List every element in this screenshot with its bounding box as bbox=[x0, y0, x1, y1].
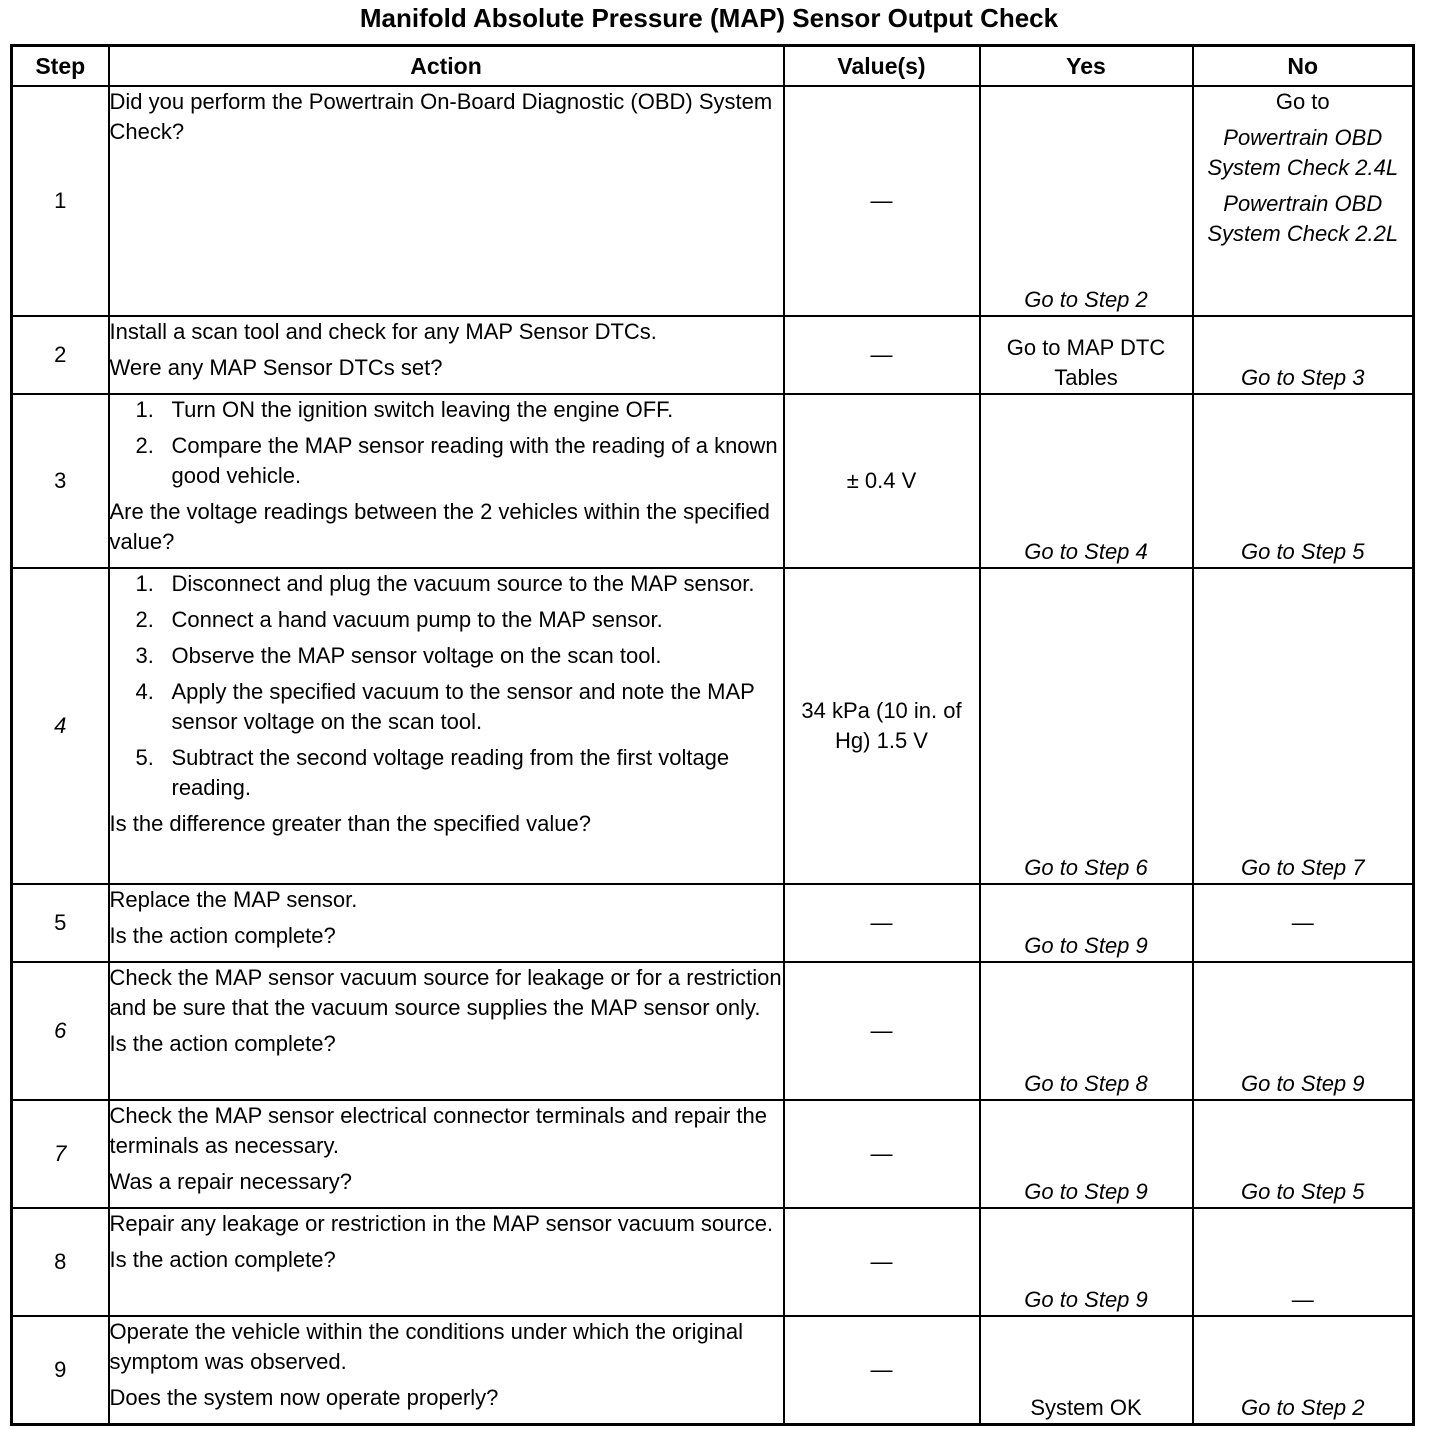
list-number: 2. bbox=[135, 607, 154, 632]
list-text: Disconnect and plug the vacuum source to the MAP sensor. bbox=[171, 571, 755, 596]
no-link[interactable]: Go to Step 3 bbox=[1240, 365, 1365, 390]
step-number: 4 bbox=[12, 568, 109, 884]
yes-link[interactable]: Go to Step 9 bbox=[1024, 933, 1148, 958]
value-cell: 34 kPa (10 in. of Hg) 1.5 V bbox=[784, 568, 980, 884]
action-text: Check the MAP sensor vacuum source for leakage or for a restriction and be sure that the vacuum source supplies the MAP sensor only. bbox=[109, 965, 782, 1020]
list-item bbox=[110, 677, 783, 737]
list-item bbox=[110, 605, 783, 635]
action-cell bbox=[109, 394, 784, 568]
step-number: 7 bbox=[12, 1100, 109, 1208]
action-cell bbox=[109, 884, 784, 962]
yes-result: System OK bbox=[1030, 1394, 1142, 1420]
value-cell: — bbox=[784, 884, 980, 962]
list-item bbox=[110, 431, 783, 491]
action-question: Are the voltage readings between the 2 vehicles within the specified value? bbox=[109, 499, 770, 554]
action-question: Was a repair necessary? bbox=[109, 1169, 353, 1194]
value-cell: — bbox=[784, 86, 980, 316]
no-link[interactable]: Go to Step 5 bbox=[1240, 539, 1365, 564]
header-row bbox=[12, 46, 1414, 87]
no-link[interactable]: Go to Step 7 bbox=[1240, 855, 1365, 880]
header-action: Action bbox=[109, 46, 784, 87]
table-row bbox=[12, 316, 1414, 394]
action-text: Check the MAP sensor electrical connector terminals and repair the terminals as necessary. bbox=[109, 1103, 767, 1158]
diagnostic-table bbox=[10, 44, 1415, 1426]
action-cell bbox=[109, 568, 784, 884]
list-text: Connect a hand vacuum pump to the MAP sensor. bbox=[171, 607, 663, 632]
no-cell: — bbox=[1193, 1208, 1414, 1316]
yes-cell bbox=[980, 962, 1193, 1100]
action-text: Replace the MAP sensor. bbox=[109, 887, 358, 912]
no-intro: Go to bbox=[1275, 89, 1330, 114]
table-row bbox=[12, 394, 1414, 568]
step-number: 8 bbox=[12, 1208, 109, 1316]
action-cell bbox=[109, 1100, 784, 1208]
action-text: Operate the vehicle within the conditions under which the original symptom was observed. bbox=[109, 1319, 743, 1374]
no-cell bbox=[1193, 1100, 1414, 1208]
value-cell: — bbox=[784, 316, 980, 394]
yes-link[interactable]: Go to Step 6 bbox=[1024, 855, 1148, 880]
no-link[interactable]: Go to Step 9 bbox=[1240, 1071, 1365, 1096]
list-number: 3. bbox=[135, 643, 154, 668]
list-text: Observe the MAP sensor voltage on the scan tool. bbox=[171, 643, 662, 668]
list-text: Turn ON the ignition switch leaving the engine OFF. bbox=[171, 397, 674, 422]
action-question: Is the action complete? bbox=[109, 923, 336, 948]
no-cell bbox=[1193, 316, 1414, 394]
value-cell: — bbox=[784, 1208, 980, 1316]
table-row bbox=[12, 568, 1414, 884]
step-number: 5 bbox=[12, 884, 109, 962]
list-number: 1. bbox=[135, 397, 154, 422]
list-item bbox=[110, 569, 783, 599]
action-question: Were any MAP Sensor DTCs set? bbox=[109, 355, 443, 380]
yes-cell bbox=[980, 316, 1193, 394]
table-row bbox=[12, 1100, 1414, 1208]
yes-cell bbox=[980, 394, 1193, 568]
no-link[interactable]: Go to Step 5 bbox=[1240, 1179, 1365, 1204]
step-number: 1 bbox=[12, 86, 109, 316]
no-cell: — bbox=[1193, 884, 1414, 962]
action-text: Repair any leakage or restriction in the MAP sensor vacuum source. bbox=[109, 1211, 774, 1236]
no-cell bbox=[1193, 394, 1414, 568]
table-row bbox=[12, 1316, 1414, 1424]
list-number: 2. bbox=[135, 433, 154, 458]
no-cell bbox=[1193, 1316, 1414, 1424]
header-values: Value(s) bbox=[784, 46, 980, 87]
yes-link[interactable]: Go to Step 4 bbox=[1024, 539, 1148, 564]
action-cell bbox=[109, 316, 784, 394]
table-row bbox=[12, 1208, 1414, 1316]
no-link-2-4l[interactable]: Powertrain OBD System Check 2.4L bbox=[1207, 125, 1399, 180]
no-cell bbox=[1193, 962, 1414, 1100]
action-cell bbox=[109, 1316, 784, 1424]
yes-cell bbox=[980, 568, 1193, 884]
table-row bbox=[12, 86, 1414, 316]
value-cell: — bbox=[784, 1316, 980, 1424]
list-number: 4. bbox=[135, 679, 154, 704]
header-no: No bbox=[1193, 46, 1414, 87]
list-text: Subtract the second voltage reading from the first voltage reading. bbox=[171, 745, 730, 800]
value-cell: — bbox=[784, 1100, 980, 1208]
list-number: 5. bbox=[135, 745, 154, 770]
table-row bbox=[12, 884, 1414, 962]
list-item bbox=[110, 395, 783, 425]
header-yes: Yes bbox=[980, 46, 1193, 87]
action-text: Install a scan tool and check for any MAP Sensor DTCs. bbox=[109, 319, 657, 344]
yes-cell bbox=[980, 1100, 1193, 1208]
yes-link[interactable]: Go to Step 8 bbox=[1024, 1071, 1148, 1096]
action-question: Is the action complete? bbox=[109, 1247, 336, 1272]
no-link[interactable]: Go to Step 2 bbox=[1240, 1394, 1365, 1420]
yes-link[interactable]: Go to MAP DTC Tables bbox=[1006, 335, 1166, 390]
value-cell: ± 0.4 V bbox=[784, 394, 980, 568]
page-title: Manifold Absolute Pressure (MAP) Sensor Output Check bbox=[359, 3, 1059, 33]
yes-cell bbox=[980, 1316, 1193, 1424]
table-row bbox=[12, 962, 1414, 1100]
action-cell bbox=[109, 86, 784, 316]
action-question: Does the system now operate properly? bbox=[109, 1385, 499, 1410]
action-question: Is the action complete? bbox=[109, 1031, 336, 1056]
yes-link[interactable]: Go to Step 9 bbox=[1024, 1179, 1148, 1204]
list-item bbox=[110, 641, 783, 671]
yes-cell bbox=[980, 884, 1193, 962]
value-cell: — bbox=[784, 962, 980, 1100]
action-cell bbox=[109, 962, 784, 1100]
yes-link[interactable]: Go to Step 2 bbox=[1024, 287, 1148, 312]
list-text: Apply the specified vacuum to the sensor and note the MAP sensor voltage on the scan tool. bbox=[171, 679, 755, 734]
list-number: 1. bbox=[135, 571, 154, 596]
action-cell bbox=[109, 1208, 784, 1316]
yes-cell bbox=[980, 1208, 1193, 1316]
list-item bbox=[110, 743, 783, 803]
step-number: 3 bbox=[12, 394, 109, 568]
step-number: 9 bbox=[12, 1316, 109, 1424]
header-step: Step bbox=[12, 46, 109, 87]
step-number: 2 bbox=[12, 316, 109, 394]
list-text: Compare the MAP sensor reading with the reading of a known good vehicle. bbox=[171, 433, 778, 488]
action-question: Is the difference greater than the specified value? bbox=[109, 811, 591, 836]
no-cell bbox=[1193, 86, 1414, 316]
yes-link[interactable]: Go to Step 9 bbox=[1024, 1287, 1148, 1312]
yes-cell bbox=[980, 86, 1193, 316]
no-cell bbox=[1193, 568, 1414, 884]
no-link-2-2l[interactable]: Powertrain OBD System Check 2.2L bbox=[1207, 191, 1399, 246]
step-number: 6 bbox=[12, 962, 109, 1100]
action-text: Did you perform the Powertrain On-Board Diagnostic (OBD) System Check? bbox=[109, 89, 773, 144]
